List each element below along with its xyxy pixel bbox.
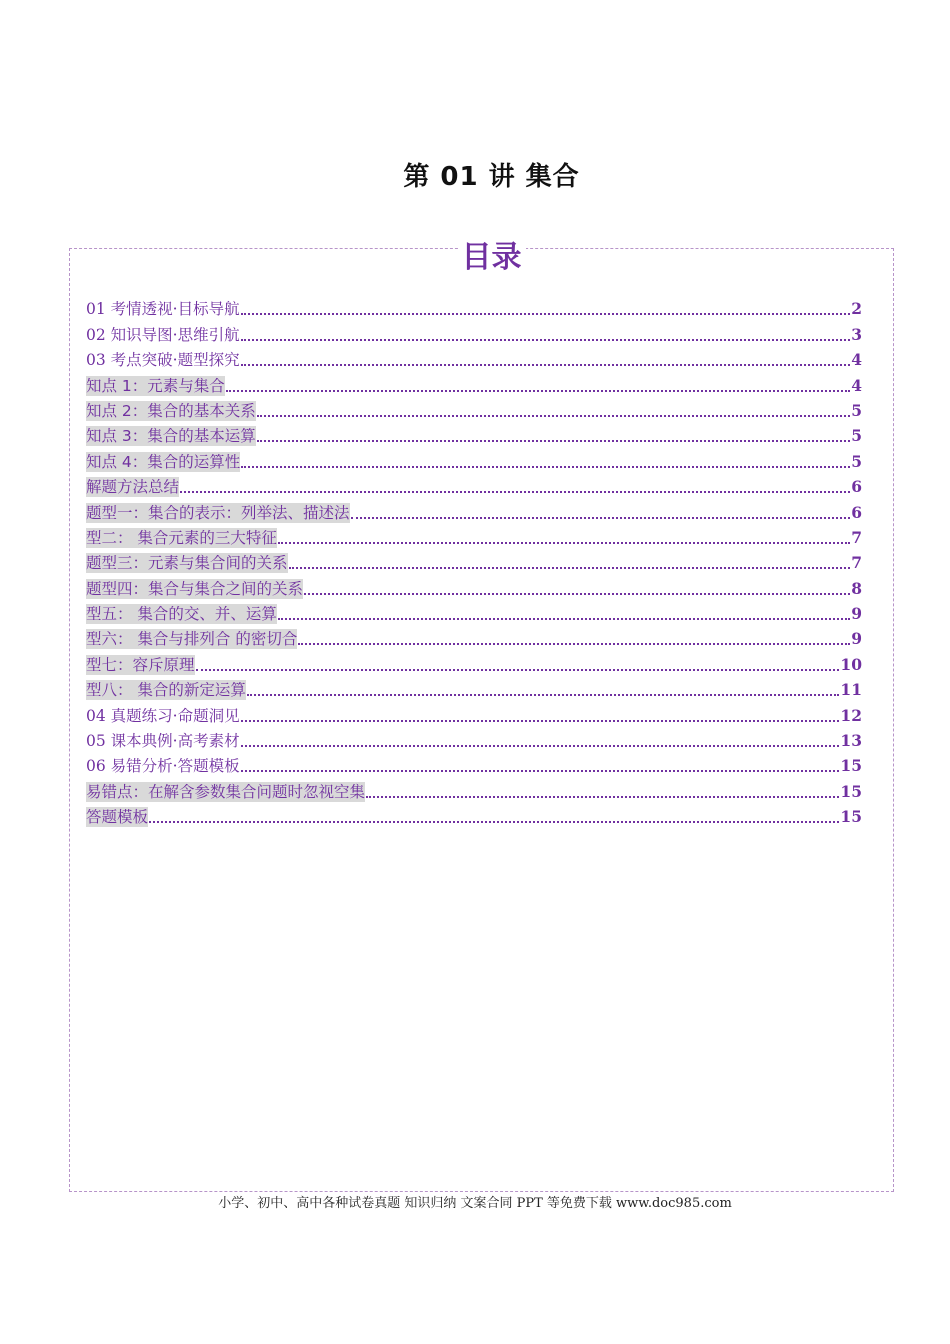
toc-entry-page: 10 (840, 654, 862, 674)
page-title: 第 01 讲 集合 (403, 162, 580, 192)
toc-entry-label: 02 知识导图·思维引航 (86, 325, 240, 344)
toc-leader-dots (257, 440, 850, 442)
toc-entry[interactable] (86, 294, 862, 319)
toc-entry-page: 13 (840, 731, 862, 751)
toc-entry-label: 型七：容斥原理 (86, 655, 195, 674)
toc-entry-label: 04 真题练习·命题洞见 (86, 706, 240, 725)
toc-leader-dots (278, 618, 850, 620)
toc-entry[interactable] (86, 726, 862, 751)
toc-entry[interactable] (86, 802, 862, 827)
toc-entry-label: 知点 4：集合的运算性 (86, 452, 241, 471)
toc-leader-dots (196, 669, 840, 671)
toc-entry-page: 4 (851, 375, 862, 395)
toc-entry[interactable] (86, 345, 862, 370)
toc-entry[interactable] (86, 649, 862, 674)
toc-leader-dots (257, 415, 850, 417)
toc-entry[interactable] (86, 523, 862, 548)
toc-entry-page: 5 (851, 426, 862, 446)
toc-entry-page: 11 (840, 680, 862, 700)
toc-leader-dots (298, 643, 850, 645)
toc-entry-page: 15 (840, 756, 862, 776)
toc-entry-page: 6 (851, 477, 862, 497)
toc-entry[interactable] (86, 548, 862, 573)
toc-leader-dots (180, 491, 850, 493)
toc-entry-page: 2 (851, 299, 862, 319)
toc-entry-label: 知点 3：集合的基本运算 (86, 427, 256, 446)
toc-entry-label: 易错点：在解含参数集合问题时忽视空集 (86, 782, 366, 801)
toc-entry[interactable] (86, 319, 862, 344)
toc-entry[interactable] (86, 776, 862, 801)
toc-entry-label: 型二： 集合元素的三大特征 (86, 528, 277, 547)
toc-entry-page: 15 (840, 781, 862, 801)
toc-entry[interactable] (86, 497, 862, 522)
toc-entry[interactable] (86, 472, 862, 497)
toc-leader-dots (241, 720, 840, 722)
toc-entry-label: 题型一：集合的表示：列举法、描述法 (86, 503, 350, 522)
toc-entry-label: 题型三：元素与集合间的关系 (86, 554, 288, 573)
toc-leader-dots (289, 567, 851, 569)
toc-entry-label: 答题模板 (86, 808, 149, 827)
toc-entry-label: 题型四：集合与集合之间的关系 (86, 579, 304, 598)
toc-entry-label: 知点 1：元素与集合 (86, 376, 225, 395)
toc-entry[interactable] (86, 370, 862, 395)
toc-entry-label: 型八： 集合的新定运算 (86, 681, 246, 700)
footer: 小学、初中、高中各种试卷真题 知识归纳 文案合同 PPT 等免费下载 www.doc985.com (218, 1196, 732, 1211)
toc-entry-label: 知点 2：集合的基本关系 (86, 401, 256, 420)
toc-leader-dots (247, 694, 839, 696)
toc-entry-label: 型六： 集合与排列合 的密切合 (86, 630, 298, 649)
toc-entry-page: 5 (851, 451, 862, 471)
toc-leader-dots (241, 745, 840, 747)
toc-entry[interactable] (86, 700, 862, 725)
toc-entry-page: 6 (851, 502, 862, 522)
toc-heading-text: 目录 (458, 240, 526, 275)
toc-entry[interactable] (86, 573, 862, 598)
toc-leader-dots (278, 542, 850, 544)
toc-leader-dots (304, 593, 850, 595)
toc-leader-dots (241, 770, 840, 772)
toc-entry-page: 8 (851, 578, 862, 598)
toc-entry-page: 7 (851, 553, 862, 573)
toc-entry-page: 15 (840, 807, 862, 827)
toc-leader-dots (241, 466, 850, 468)
toc-entry[interactable] (86, 446, 862, 471)
toc-entry-page: 3 (851, 324, 862, 344)
toc-entry-label: 03 考点突破·题型探究 (86, 351, 240, 370)
toc-list (86, 294, 862, 827)
toc-entry-label: 06 易错分析·答题模板 (86, 757, 240, 776)
toc-entry-page: 9 (851, 629, 862, 649)
toc-entry-label: 解题方法总结 (86, 478, 180, 497)
toc-leader-dots (241, 313, 851, 315)
toc-leader-dots (149, 821, 839, 823)
toc-entry[interactable] (86, 421, 862, 446)
toc-entry-page: 5 (851, 400, 862, 420)
toc-entry-page: 9 (851, 604, 862, 624)
toc-heading (0, 232, 950, 276)
toc-entry[interactable] (86, 675, 862, 700)
toc-entry-label: 05 课本典例·高考素材 (86, 732, 240, 751)
toc-entry[interactable] (86, 624, 862, 649)
toc-entry[interactable] (86, 751, 862, 776)
toc-entry-page: 12 (840, 705, 862, 725)
toc-leader-dots (351, 517, 851, 519)
toc-leader-dots (241, 339, 851, 341)
toc-entry-page: 7 (851, 527, 862, 547)
toc-entry-page: 4 (851, 350, 862, 370)
toc-leader-dots (366, 796, 839, 798)
toc-entry[interactable] (86, 396, 862, 421)
toc-entry-label: 01 考情透视·目标导航 (86, 300, 240, 319)
toc-entry[interactable] (86, 599, 862, 624)
toc-leader-dots (241, 364, 851, 366)
toc-leader-dots (226, 390, 850, 392)
toc-entry-label: 型五： 集合的交、并、运算 (86, 605, 277, 624)
